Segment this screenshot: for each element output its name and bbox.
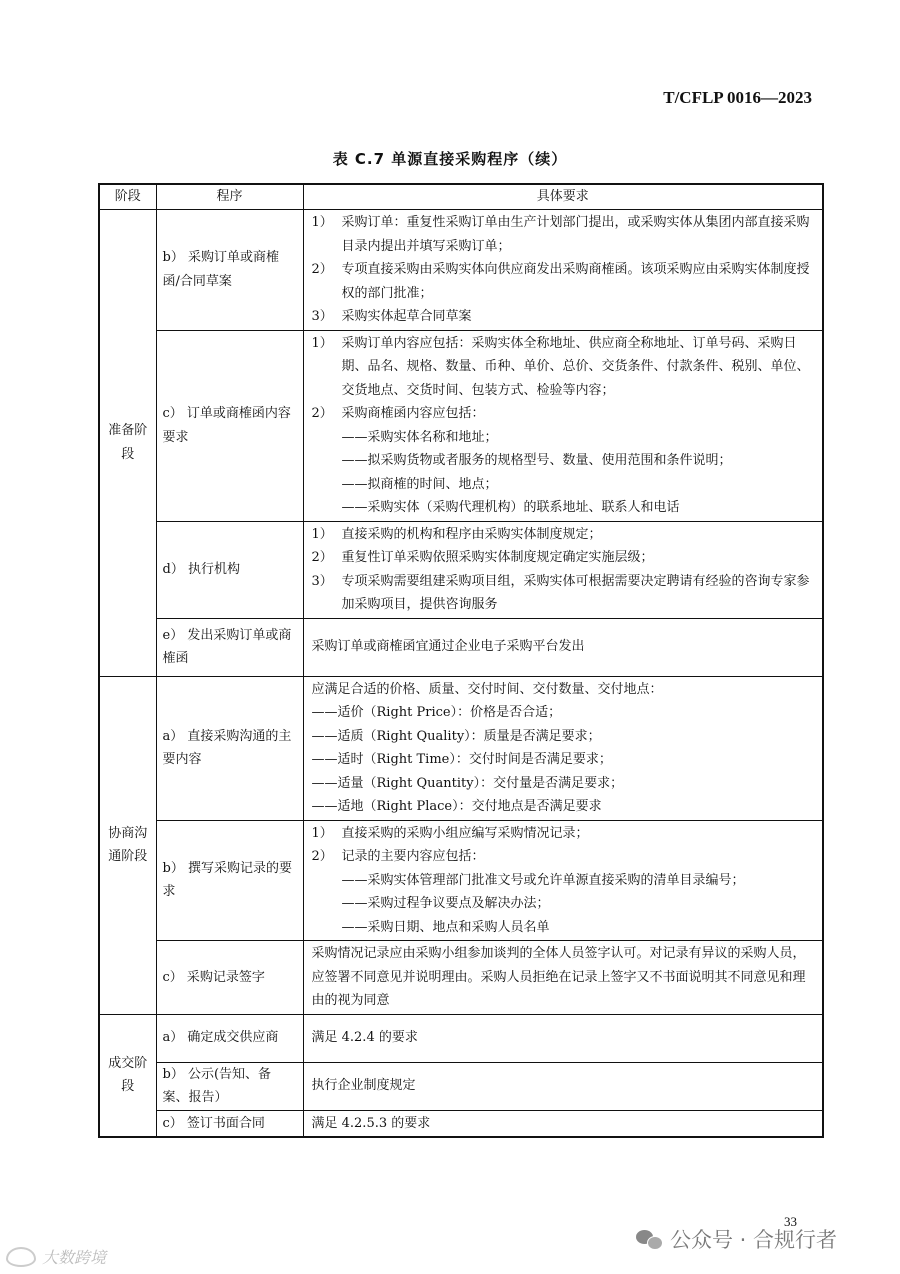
dash-item: ——采购日期、地点和采购人员名单: [341, 919, 550, 935]
requirements-cell: [303, 210, 823, 331]
procedure-table: [98, 183, 824, 1138]
wechat-icon: [636, 1228, 664, 1250]
procedure-cell: c） 签订书面合同: [156, 1110, 303, 1137]
procedure-cell: b） 撰写采购记录的要求: [156, 820, 303, 941]
list-item: 3） 采购实体起草合同草案: [311, 309, 472, 324]
table-row: [99, 1110, 823, 1137]
table-row: [99, 521, 823, 618]
standard-number: T/CFLP 0016—2023: [663, 88, 812, 107]
dash-item: ——适质（Right Quality）：质量是否满足要求；: [311, 728, 601, 744]
list-item: 1） 采购订单：重复性采购订单由生产计划部门提出，或采购实体从集团内部直接采购目录内提出并填写采购订单；: [311, 215, 810, 254]
requirements-cell: [303, 820, 823, 941]
dash-item: ——采购实体管理部门批准文号或允许单源直接采购的清单目录编号；: [341, 872, 745, 888]
table-row: [99, 676, 823, 820]
table-row: [99, 330, 823, 521]
table-header-row: [99, 184, 823, 210]
stage-prep: 准备阶段: [99, 210, 156, 677]
watermark-wechat: [636, 1224, 837, 1254]
dash-item: ——采购实体（采购代理机构）的联系地址、联系人和电话: [341, 500, 680, 515]
list-item: 3） 专项采购需要组建采购项目组，采购实体可根据需要决定聘请有经验的咨询专家参加采购项目，提供咨询服务: [311, 573, 810, 612]
dash-item: ——适价（Right Price）：价格是否合适；: [311, 705, 562, 720]
procedure-cell: c） 订单或商榷函内容要求: [156, 330, 303, 521]
procedure-cell: a） 直接采购沟通的主要内容: [156, 676, 303, 820]
list-item: 1） 采购订单内容应包括：采购实体全称地址、供应商全称地址、订单号码、采购日期、品名、规格、数量、币种、单价、总价、交货条件、付款条件、税别、单位、交货地点、交货时间、包装方式、检验等内容；: [311, 335, 810, 398]
list-item: 2） 采购商榷函内容应包括：: [311, 406, 485, 421]
procedure-cell: b） 采购订单或商榷函/合同草案: [156, 210, 303, 331]
procedure-cell: d） 执行机构: [156, 521, 303, 618]
header-requirements: 具体要求: [303, 184, 823, 210]
watermark-brand: [6, 1245, 106, 1268]
header-procedure: 程序: [156, 184, 303, 210]
list-item: 2） 重复性订单采购依照采购实体制度规定确定实施层级；: [311, 550, 654, 565]
dash-item: ——适量（Right Quantity）：交付量是否满足要求；: [311, 775, 624, 791]
page-number: 33: [784, 1214, 797, 1229]
requirements-cell: 采购订单或商榷函宜通过企业电子采购平台发出: [303, 618, 823, 676]
procedure-cell: b） 公示(告知、备案、报告）: [156, 1062, 303, 1110]
requirements-cell: 采购情况记录应由采购小组参加谈判的全体人员签字认可。对记录有异议的采购人员，应签署不同意见并说明理由。采购人员拒绝在记录上签字又不书面说明其不同意见和理由的视为同意: [303, 941, 823, 1015]
header-stage: 阶段: [99, 184, 156, 210]
dash-item: ——适时（Right Time）：交付时间是否满足要求；: [311, 752, 612, 767]
dash-item: ——适地（Right Place）：交付地点是否满足要求: [311, 799, 602, 814]
watermark-text: 公众号 · 合规行者: [670, 1228, 838, 1252]
table-title: 表 C.7 单源直接采购程序（续）: [332, 150, 568, 168]
brand-logo-icon: [6, 1247, 36, 1267]
table-row: [99, 1014, 823, 1062]
requirements-cell: 满足 4.2.4 的要求: [303, 1014, 823, 1062]
stage-negotiation: 协商沟通阶段: [99, 676, 156, 1014]
watermark-brand-text: 大数跨境: [42, 1248, 107, 1267]
dash-item: ——拟商榷的时间、地点；: [341, 476, 498, 492]
requirements-cell: [303, 676, 823, 820]
dash-item: ——采购实体名称和地址；: [341, 429, 498, 445]
table-row: [99, 941, 823, 1015]
requirements-cell: [303, 330, 823, 521]
stage-deal: 成交阶段: [99, 1014, 156, 1137]
requirements-cell: [303, 521, 823, 618]
procedure-cell: c） 采购记录签字: [156, 941, 303, 1015]
list-item: 1） 直接采购的采购小组应编写采购情况记录；: [311, 825, 589, 841]
intro-text: 应满足合适的价格、质量、交付时间、交付数量、交付地点：: [311, 681, 663, 697]
list-item: 1） 直接采购的机构和程序由采购实体制度规定；: [311, 526, 602, 542]
requirements-cell: 满足 4.2.5.3 的要求: [303, 1110, 823, 1137]
procedure-cell: e） 发出采购订单或商榷函: [156, 618, 303, 676]
dash-item: ——拟采购货物或者服务的规格型号、数量、使用范围和条件说明；: [341, 453, 732, 468]
table-row: [99, 1062, 823, 1110]
list-item: 2） 记录的主要内容应包括：: [311, 849, 485, 864]
requirements-cell: 执行企业制度规定: [303, 1062, 823, 1110]
table-row: [99, 820, 823, 941]
dash-item: ——采购过程争议要点及解决办法；: [341, 896, 550, 911]
table-row: [99, 210, 823, 331]
table-row: [99, 618, 823, 676]
procedure-cell: a） 确定成交供应商: [156, 1014, 303, 1062]
list-item: 2） 专项直接采购由采购实体向供应商发出采购商榷函。该项采购应由采购实体制度授权的部门批准；: [311, 262, 810, 301]
